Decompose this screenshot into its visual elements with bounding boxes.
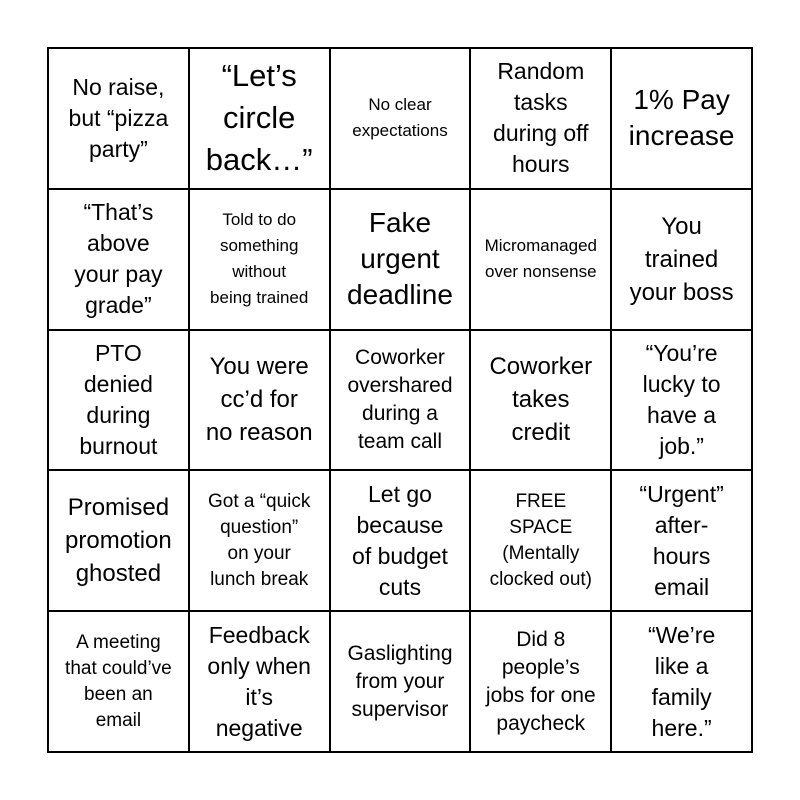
bingo-cell[interactable] (611, 48, 752, 189)
cell-text: No clear expectations (352, 95, 448, 141)
bingo-board (47, 47, 753, 753)
cell-text: Random tasks during off hours (493, 58, 589, 178)
cell-text: You were cc’d for no reason (205, 353, 313, 447)
bingo-cell[interactable] (48, 611, 189, 752)
cell-text: You trained your boss (629, 212, 734, 306)
cell-text: Coworker overshared during a team call (347, 345, 453, 453)
cell-text: FREE SPACE (Mentally clocked out) (489, 490, 593, 590)
cell-text: Gaslighting from your supervisor (347, 641, 453, 721)
cell-text: Told to do something without being trained (210, 210, 309, 308)
cell-text: Let go because of budget cuts (352, 480, 448, 600)
bingo-cell[interactable] (48, 330, 189, 471)
bingo-cell[interactable] (330, 48, 471, 189)
bingo-cell[interactable] (330, 189, 471, 330)
cell-text: “Let’s circle back…” (205, 58, 313, 178)
cell-text: Did 8 people’s jobs for one paycheck (485, 627, 596, 735)
bingo-cell[interactable] (611, 189, 752, 330)
bingo-cell[interactable] (189, 611, 330, 752)
cell-text: PTO denied during burnout (79, 339, 158, 459)
bingo-cell[interactable] (470, 330, 611, 471)
bingo-cell[interactable] (330, 330, 471, 471)
cell-text: 1% Pay increase (628, 84, 735, 152)
bingo-cell[interactable] (611, 330, 752, 471)
cell-text: “You’re lucky to have a job.” (642, 339, 721, 459)
bingo-cell[interactable] (189, 330, 330, 471)
cell-text: “We’re like a family here.” (647, 621, 716, 741)
cell-text: A meeting that could’ve been an email (65, 631, 172, 731)
cell-text: “Urgent” after- hours email (639, 480, 724, 600)
bingo-cell[interactable] (470, 611, 611, 752)
bingo-cell[interactable] (470, 189, 611, 330)
bingo-cell[interactable] (611, 470, 752, 611)
cell-text: “That’s above your pay grade” (74, 199, 163, 319)
cell-text: Fake urgent deadline (347, 207, 453, 311)
bingo-cell[interactable] (189, 470, 330, 611)
cell-text: No raise, but “pizza party” (68, 73, 169, 162)
cell-text: Feedback only when it’s negative (207, 621, 311, 741)
bingo-cell[interactable] (189, 189, 330, 330)
bingo-cell[interactable] (189, 48, 330, 189)
cell-text: Got a “quick question” on your lunch break (207, 490, 311, 590)
cell-text: Coworker takes credit (489, 353, 593, 447)
bingo-cell[interactable] (611, 611, 752, 752)
bingo-cell[interactable] (330, 611, 471, 752)
bingo-cell[interactable] (470, 48, 611, 189)
cell-text: Micromanaged over nonsense (484, 236, 598, 282)
bingo-cell[interactable] (48, 189, 189, 330)
bingo-cell[interactable] (48, 470, 189, 611)
free-space-cell[interactable] (470, 470, 611, 611)
bingo-cell[interactable] (330, 470, 471, 611)
bingo-cell[interactable] (48, 48, 189, 189)
cell-text: Promised promotion ghosted (65, 494, 172, 588)
